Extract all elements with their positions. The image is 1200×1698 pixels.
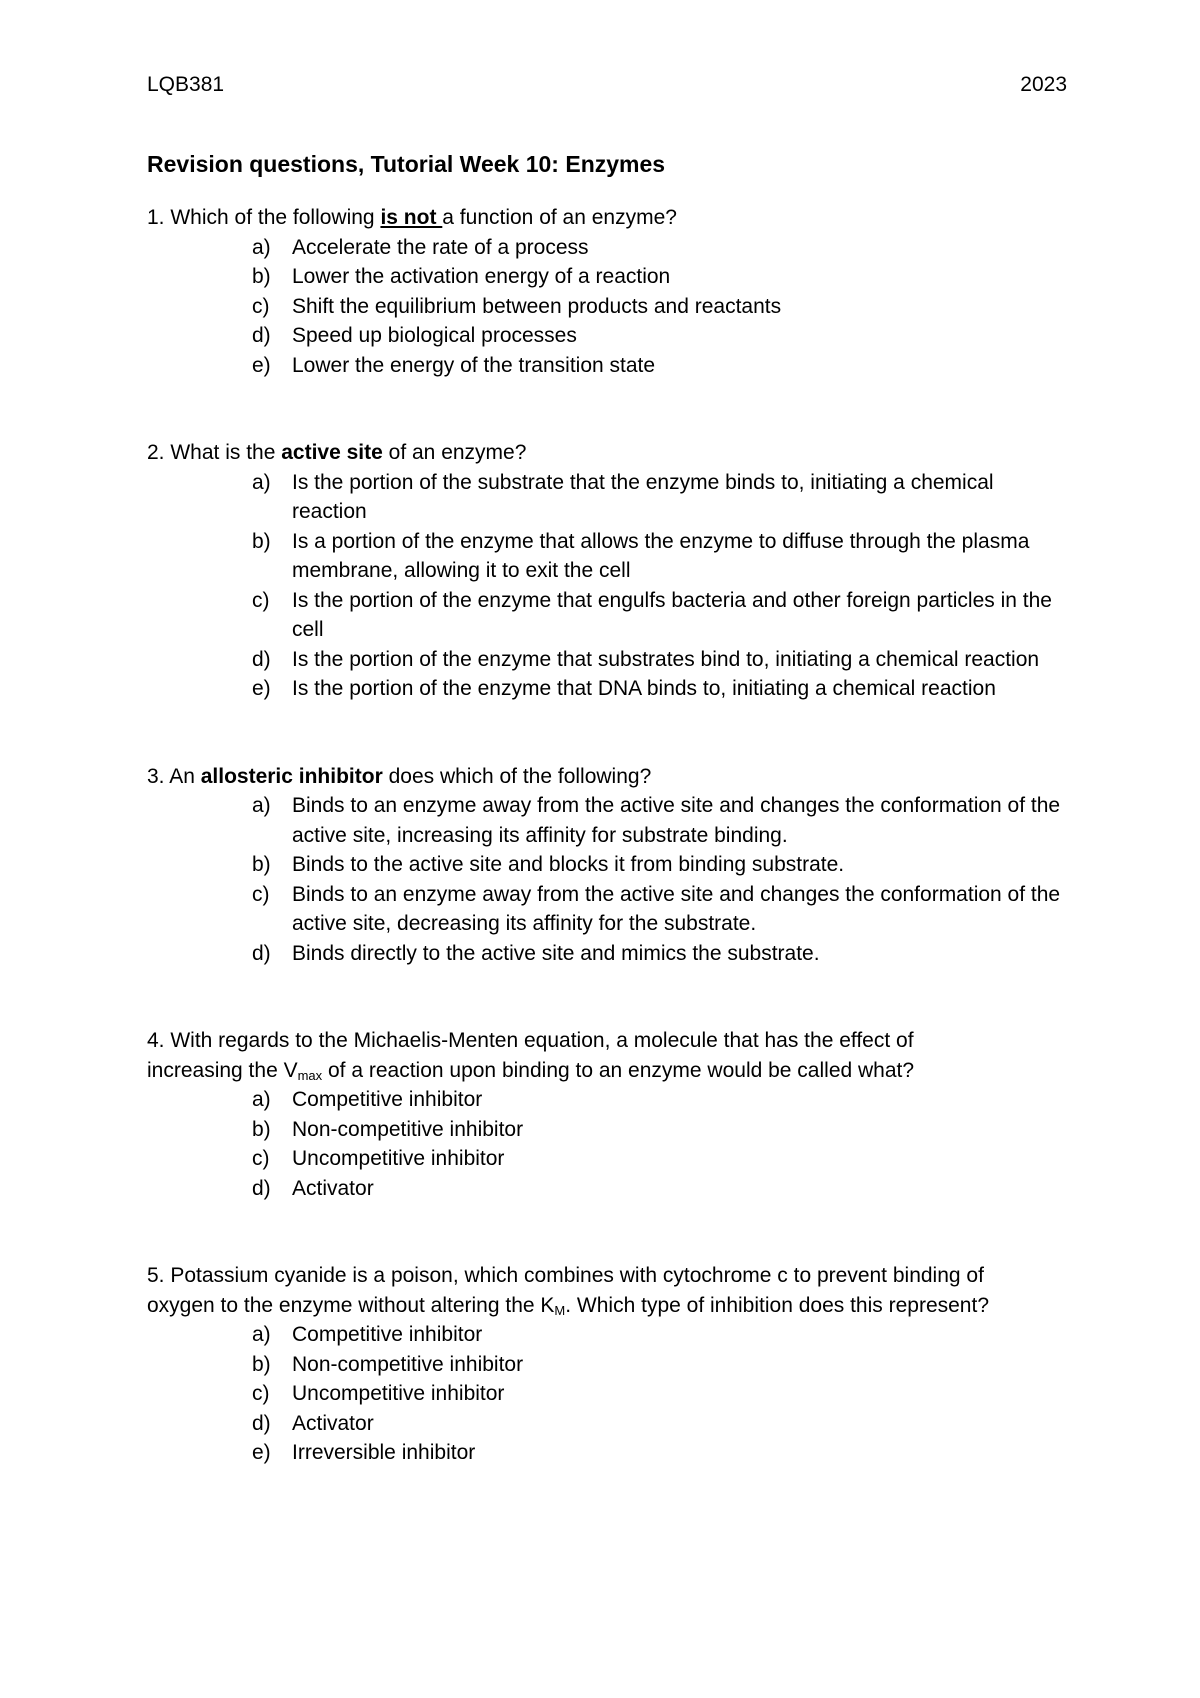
option-text: Uncompetitive inhibitor — [292, 1382, 505, 1405]
option-letter: d) — [252, 1176, 271, 1200]
option-text: Non-competitive inhibitor — [292, 1117, 524, 1141]
option-letter: a) — [252, 470, 271, 494]
option-text: Lower the energy of the transition state — [292, 353, 656, 377]
option-letter: b) — [252, 1352, 271, 1376]
question-2-options — [147, 468, 1067, 704]
question-2 — [147, 438, 1067, 704]
option-letter: d) — [252, 941, 271, 965]
question-4-options — [147, 1085, 1067, 1203]
option-item — [147, 1085, 1067, 1115]
question-2-stem — [147, 438, 1067, 468]
option-letter: c) — [252, 294, 270, 318]
option-letter: c) — [252, 588, 270, 612]
option-letter: b) — [252, 529, 271, 553]
option-text: Is the portion of the enzyme that DNA binds to, initiating a chemical reaction — [292, 677, 996, 700]
option-letter: a) — [252, 794, 271, 817]
option-letter: b) — [252, 1117, 271, 1141]
option-letter: c) — [252, 1147, 270, 1170]
course-code: LQB381 — [147, 73, 225, 96]
question-5-stem — [147, 1261, 1067, 1320]
option-letter: d) — [252, 647, 271, 671]
question-stem-text: a function of an enzyme? — [442, 206, 677, 229]
question-stem-text: 4. With regards to the Michaelis-Menten equation, a molecule that has the effect of — [147, 1029, 914, 1052]
year: 2023 — [1020, 73, 1067, 96]
option-item — [147, 1350, 1067, 1380]
question-emphasis: is not — [380, 206, 443, 229]
option-item — [147, 351, 1067, 381]
question-1 — [147, 203, 1067, 380]
option-text: Binds to the active site and blocks it from binding substrate. — [292, 853, 845, 876]
vmax-subscript: max — [297, 1067, 323, 1083]
question-3-options — [147, 791, 1067, 968]
option-text: Binds to an enzyme away from the active site and changes the conformation of the active site, increasing its affinity for substrate binding. — [292, 794, 1061, 847]
option-item — [147, 586, 1067, 645]
option-item — [147, 1438, 1067, 1468]
option-item — [147, 939, 1067, 969]
option-letter: d) — [252, 1411, 271, 1435]
option-text: Competitive inhibitor — [292, 1088, 483, 1111]
option-item — [147, 645, 1067, 675]
question-emphasis: active site — [281, 441, 383, 464]
question-stem-text: 5. Potassium cyanide is a poison, which combines with cytochrome c to prevent binding of — [147, 1264, 984, 1287]
question-5-options — [147, 1320, 1067, 1468]
option-text: Is the portion of the enzyme that substrates bind to, initiating a chemical reaction — [292, 647, 1040, 671]
option-text: Non-competitive inhibitor — [292, 1352, 524, 1376]
option-item — [147, 791, 1067, 850]
option-text: Shift the equilibrium between products and reactants — [292, 294, 782, 318]
option-letter: e) — [252, 353, 271, 377]
question-stem-text: oxygen to the enzyme without altering the K — [147, 1293, 555, 1317]
option-letter: b) — [252, 265, 271, 288]
question-4-stem — [147, 1026, 1067, 1085]
option-item — [147, 1174, 1067, 1204]
question-stem-text: does which of the following? — [382, 764, 652, 788]
option-item — [147, 527, 1067, 586]
option-text: Activator — [292, 1411, 374, 1435]
option-letter: e) — [252, 1441, 271, 1464]
question-stem-text: . Which type of inhibition does this represent? — [565, 1293, 989, 1317]
option-item — [147, 674, 1067, 704]
option-text: Lower the activation energy of a reaction — [292, 265, 671, 288]
option-letter: a) — [252, 1088, 271, 1111]
page-header — [147, 70, 1067, 100]
option-letter: a) — [252, 235, 271, 259]
option-item — [147, 468, 1067, 527]
document-title: Revision questions, Tutorial Week 10: Enzymes — [147, 151, 666, 177]
question-stem-text: increasing the V — [147, 1058, 298, 1082]
option-letter: d) — [252, 324, 271, 347]
option-text: Is a portion of the enzyme that allows the enzyme to diffuse through the plasma membrane, allowing it to exit the cell — [292, 529, 1030, 582]
question-1-options — [147, 233, 1067, 381]
option-text: Speed up biological processes — [292, 324, 577, 347]
option-item — [147, 1144, 1067, 1174]
document-page — [147, 70, 1067, 1468]
question-stem-text: of a reaction upon binding to an enzyme would be called what? — [322, 1058, 915, 1082]
option-item — [147, 321, 1067, 351]
option-text: Irreversible inhibitor — [292, 1441, 476, 1464]
option-letter: e) — [252, 677, 271, 700]
option-text: Uncompetitive inhibitor — [292, 1147, 505, 1170]
option-letter: c) — [252, 1382, 270, 1405]
option-item — [147, 1409, 1067, 1439]
option-item — [147, 262, 1067, 292]
option-letter: a) — [252, 1323, 271, 1346]
km-subscript: M — [554, 1302, 566, 1318]
option-letter: c) — [252, 882, 270, 906]
option-item — [147, 292, 1067, 322]
option-item — [147, 233, 1067, 263]
option-item — [147, 880, 1067, 939]
question-3 — [147, 762, 1067, 969]
option-letter: b) — [252, 853, 271, 876]
option-text: Binds to an enzyme away from the active site and changes the conformation of the active site, decreasing its affinity for the substrate. — [292, 882, 1061, 935]
option-text: Competitive inhibitor — [292, 1323, 483, 1346]
option-text: Accelerate the rate of a process — [292, 235, 589, 259]
option-item — [147, 1320, 1067, 1350]
question-stem-text: of an enzyme? — [382, 441, 527, 464]
question-stem-text: 2. What is the — [147, 441, 282, 464]
question-stem-text: 1. Which of the following — [147, 206, 381, 229]
option-text: Binds directly to the active site and mimics the substrate. — [292, 941, 820, 965]
question-1-stem — [147, 203, 1067, 233]
question-3-stem — [147, 762, 1067, 792]
question-4 — [147, 1026, 1067, 1203]
option-text: Is the portion of the enzyme that engulfs bacteria and other foreign particles in the cell — [292, 588, 1052, 641]
question-emphasis: allosteric inhibitor — [200, 764, 383, 788]
option-text: Activator — [292, 1176, 374, 1200]
option-item — [147, 1379, 1067, 1409]
question-5 — [147, 1261, 1067, 1468]
option-text: Is the portion of the substrate that the enzyme binds to, initiating a chemical reaction — [292, 470, 994, 523]
question-stem-text: 3. An — [147, 764, 201, 788]
option-item — [147, 850, 1067, 880]
option-item — [147, 1115, 1067, 1145]
